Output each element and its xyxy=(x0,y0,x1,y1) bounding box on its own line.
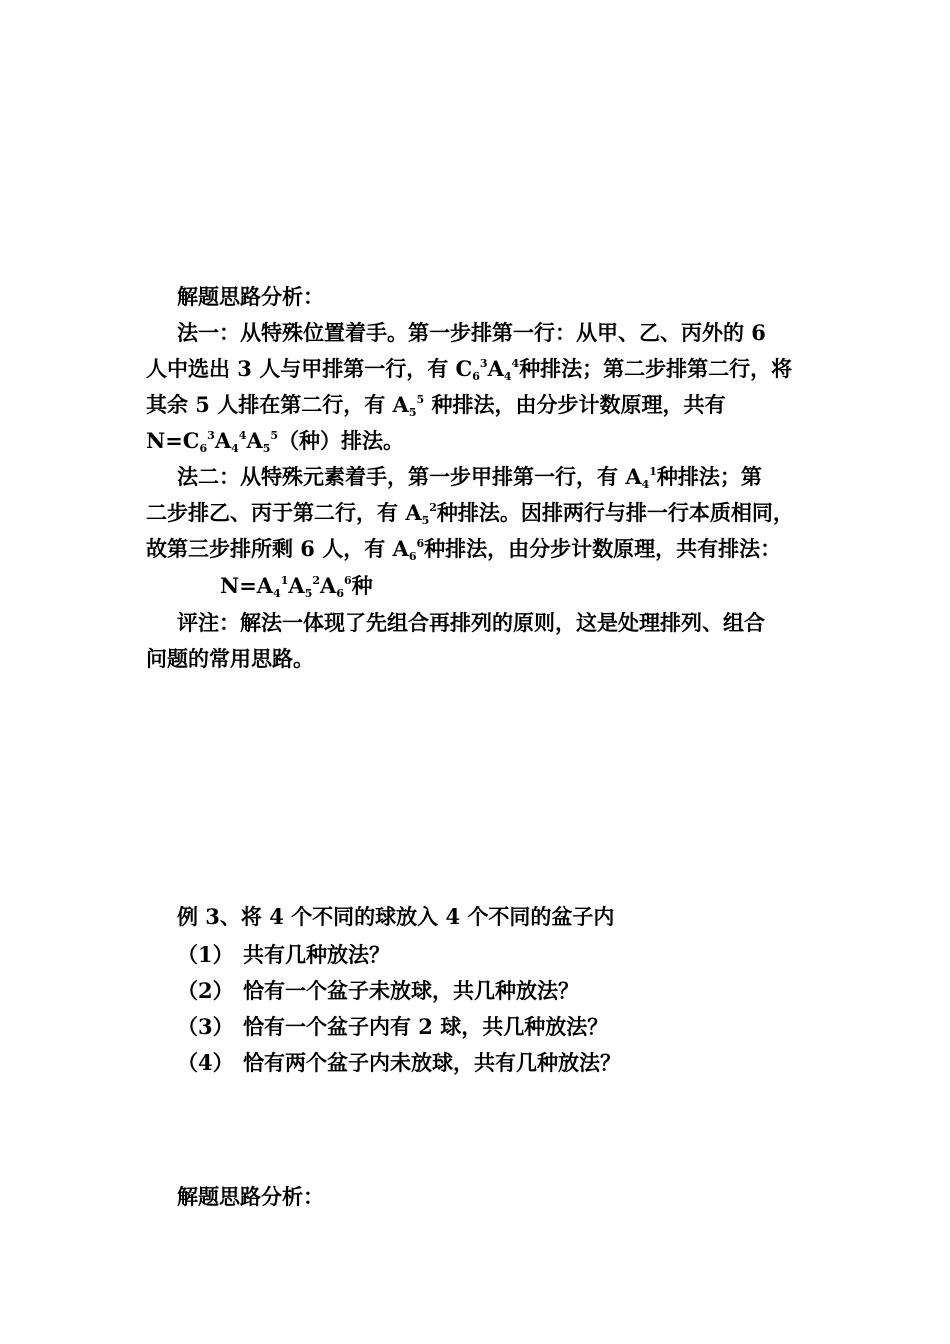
method1-line1: 法一：从特殊位置着手。第一步排第一行：从甲、乙、丙外的 6 xyxy=(177,320,766,345)
formula-a66: $A_6^6$ xyxy=(392,536,425,563)
list-item xyxy=(177,1048,847,1078)
formula-c63a44: $C_6^3A_4^4$ xyxy=(455,356,520,383)
formula-n2: $A_4^1A_5^2A_6^6$ xyxy=(256,573,352,600)
list-item-text: 恰有一个盆子未放球，共几种放法？ xyxy=(243,978,579,1003)
method1-line2: 人中选出 3 人与甲排第一行，有 $C_6^3A_4^4$种排法；第二步排第二行，将 xyxy=(146,356,793,383)
analysis-heading-2: 解题思路分析： xyxy=(177,1184,324,1209)
method2-line3: 故第三步排所剩 6 人，有 $A_6^6$种排法，由分步计数原理，共有排法： xyxy=(146,536,782,563)
list-item-text: 恰有两个盆子内未放球，共有几种放法？ xyxy=(243,1050,621,1075)
comment-line2: 问题的常用思路。 xyxy=(146,646,314,671)
list-item-text: 共有几种放法？ xyxy=(243,942,390,967)
list-item-number: （4） xyxy=(177,1050,234,1075)
method1-line4: $N=C_6^3A_4^4A_5^5$（种）排法。 xyxy=(146,428,405,455)
formula-a41: $A_4^1$ xyxy=(625,464,657,491)
analysis-heading: 解题思路分析： xyxy=(177,284,324,309)
method1-line3: 其余 5 人排在第二行，有 $A_5^5$ 种排法，由分步计数原理，共有 xyxy=(146,392,726,419)
list-item-number: （1） xyxy=(177,942,234,967)
list-item-text: 恰有一个盆子内有 2 球，共几种放法？ xyxy=(243,1014,609,1039)
formula-n1: $C_6^3A_4^4A_5^5$ xyxy=(182,428,279,455)
list-item-number: （2） xyxy=(177,978,234,1003)
method2-line1: 法二：从特殊元素着手，第一步甲排第一行，有 $A_4^1$种排法；第 xyxy=(177,464,762,491)
formula-a55: $A_5^5$ xyxy=(392,392,425,419)
method2-line4: $N=A_4^1A_5^2A_6^6$种 xyxy=(220,573,373,600)
comment-line1: 评注：解法一体现了先组合再排列的原则，这是处理排列、组合 xyxy=(177,610,765,635)
list-item xyxy=(177,1012,847,1042)
list-item-number: （3） xyxy=(177,1014,234,1039)
method2-line2: 二步排乙、丙于第二行，有 $A_5^2$种排法。因排两行与排一行本质相同， xyxy=(146,500,794,527)
example3-title: 例 3、将 4 个不同的球放入 4 个不同的盆子内 xyxy=(177,904,615,929)
list-item xyxy=(177,976,847,1006)
formula-a52: $A_5^2$ xyxy=(405,500,437,527)
list-item xyxy=(177,940,847,970)
